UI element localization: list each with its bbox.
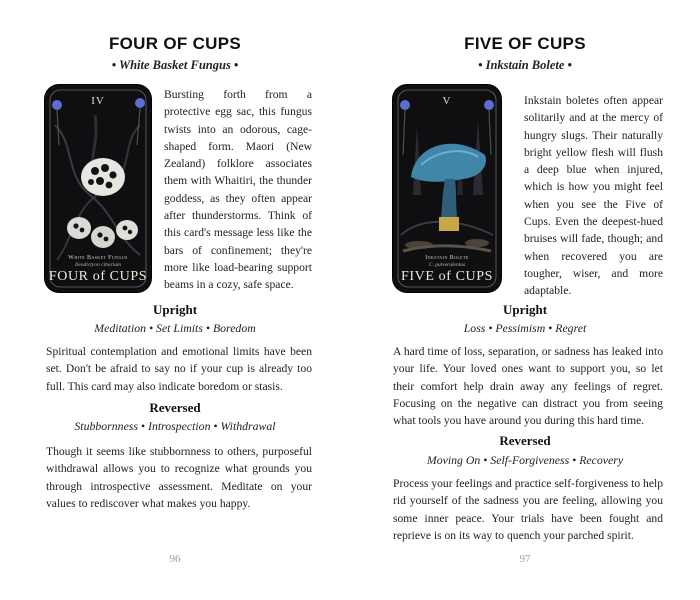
card-numeral: V — [442, 95, 452, 107]
page-title: FOUR OF CUPS — [108, 34, 242, 53]
page-number: 96 — [169, 553, 181, 565]
page-subtitle: • Inkstain Bolete • — [478, 58, 572, 72]
card-fungus-name: Inkstain Bolete — [425, 255, 469, 261]
card-fungus-name: White Basket Fungus — [68, 255, 128, 261]
right-page — [350, 0, 700, 600]
card-name: FIVE of CUPS — [401, 269, 493, 284]
reversed-text: Process your feelings and practice self-forgiveness to help rid yourself of the sadness you are feeling, allowing you some inner peace. Your trials have been fought and reprieve is on its way to quench your parched spirit. — [393, 477, 663, 542]
card-latin-name: Ileodictyon cibarium — [75, 262, 121, 268]
card-description: Bursting forth from a protective egg sac, this fungus twists into an odorous, cage-shaped form. Maori (New Zealand) folklore associates them with Whaitiri, the thunder goddess, as they often appear after thunderstorms. Think of this card's message less like the bars of confinement; they're more like load-bearing support beams in a cozy, safe space. — [164, 88, 312, 292]
card-latin-name: C. pulverulentus — [428, 262, 466, 268]
reversed-keywords: Moving On • Self-Forgiveness • Recovery — [426, 453, 624, 467]
page-number: 97 — [519, 553, 531, 565]
card-description: Inkstain boletes often appear solitarily and at the mercy of hungry slugs. Their naturally bright yellow flesh will flush a deep blue when injured, which is how you might feel when you see the Five of Cups. Even the deepest-hued bruises will fade, though; and when recovered you are tougher, wiser, and more adaptable. — [524, 94, 663, 298]
card-numeral: IV — [91, 95, 105, 107]
page-subtitle: • White Basket Fungus • — [111, 58, 239, 72]
tarot-card-five-of-cups — [393, 85, 501, 292]
upright-heading: Upright — [152, 302, 198, 317]
upright-text: Spiritual contemplation and emotional limits have been set. Don't be afraid to say no if your cup is already too full. This card may also indicate boredom or stasis. — [46, 345, 312, 393]
reversed-text: Though it seems like stubbornness to others, purposeful withdrawal allows you to recognize what grounds you through introspective assessment. Meditate on your values to rediscover what makes you happy. — [46, 445, 312, 510]
upright-keywords: Loss • Pessimism • Regret — [463, 321, 587, 335]
page-title: FIVE OF CUPS — [464, 34, 586, 53]
upright-keywords: Meditation • Set Limits • Boredom — [94, 321, 256, 335]
reversed-keywords: Stubbornness • Introspection • Withdrawal — [74, 419, 276, 433]
reversed-heading: Reversed — [499, 433, 551, 448]
reversed-heading: Reversed — [149, 400, 201, 415]
tarot-card-four-of-cups — [45, 85, 151, 292]
upright-heading: Upright — [502, 302, 548, 317]
upright-text: A hard time of loss, separation, or sadness has leaked into your life. Your loved ones want to support you, so let their comfort help drain away any feelings of regret. Focusing on the negative can distract you from seeing what tools you have around you during this hard time. — [393, 345, 663, 428]
card-name: FOUR of CUPS — [48, 269, 148, 284]
